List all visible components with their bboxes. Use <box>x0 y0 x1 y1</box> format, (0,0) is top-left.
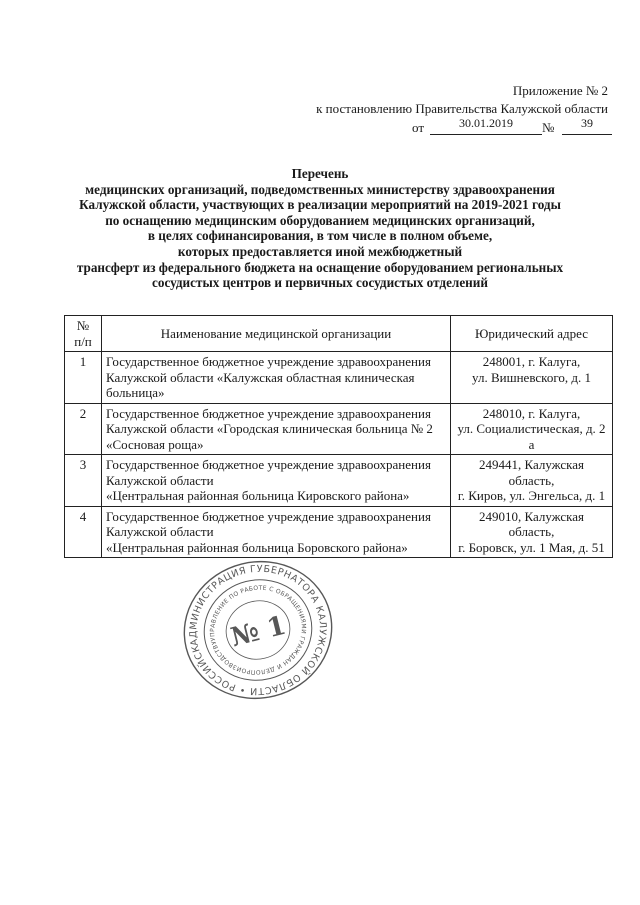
header-address: Юридический адрес <box>451 316 613 352</box>
row-address <box>451 403 613 455</box>
row-org-name <box>102 455 451 507</box>
appendix-line-2: к постановлению Правительства Калужской области <box>316 101 608 116</box>
row-address <box>451 506 613 558</box>
title-line: Калужской области, участвующих в реализации мероприятий на 2019-2021 годы <box>79 197 561 213</box>
row-address <box>451 455 613 507</box>
header-number-line-2: п/п <box>74 333 92 349</box>
row-number: 4 <box>65 506 102 558</box>
row-number: 1 <box>65 352 102 404</box>
title-line: трансферт из федерального бюджета на оснащение оборудованием региональных <box>76 259 564 275</box>
address-line: 249010, Калужская область, <box>478 508 585 539</box>
org-name-part: «Центральная районная больница Боровского района» <box>106 539 408 555</box>
seal-inner-text: УПРАВЛЕНИЕ ПО РАБОТЕ С ОБРАЩЕНИЯМИ ГРАЖДАН И ДЕЛОПРОИЗВОДСТВУ <box>209 584 307 676</box>
table-row <box>65 403 613 455</box>
seal-outer-text: АДМИНИСТРАЦИЯ ГУБЕРНАТОРА КАЛУЖСКОЙ ОБЛАСТИ • РОССИЙСКАЯ <box>188 563 328 697</box>
organizations-table <box>64 315 613 558</box>
title-heading: Перечень <box>291 166 349 181</box>
address-line: г. Боровск, ул. 1 Мая, д. 51 <box>458 539 605 555</box>
appendix-line-1: Приложение № 2 <box>512 83 608 98</box>
address-line: ул. Вишневского, д. 1 <box>472 369 591 385</box>
official-seal <box>168 560 348 700</box>
document-title <box>40 166 600 291</box>
header-name: Наименование медицинской организации <box>102 316 451 352</box>
row-address <box>451 352 613 404</box>
header-number <box>65 316 102 352</box>
table-row <box>65 352 613 404</box>
org-name-part: Государственное бюджетное учреждение здравоохранения Калужской области <box>106 508 431 539</box>
table-header-row <box>65 316 613 352</box>
resolution-date: 30.01.2019 <box>430 116 542 135</box>
row-org-name: Государственное бюджетное учреждение здравоохранения Калужской области «Калужская областная клиническая больница» <box>102 352 451 404</box>
row-number: 3 <box>65 455 102 507</box>
seal-center-number: № 1 <box>227 610 289 654</box>
address-line: ул. Социалистическая, д. 2 а <box>457 421 606 452</box>
header-number-line-1: № <box>76 318 90 333</box>
address-line: 248010, г. Калуга, <box>482 405 581 421</box>
title-line: сосудистых центров и первичных сосудистых отделений <box>152 275 488 291</box>
number-prefix: № <box>542 120 555 135</box>
table-row <box>65 506 613 558</box>
row-org-name <box>102 506 451 558</box>
address-line: 249441, Калужская область, <box>478 457 585 488</box>
seal-stamp-icon <box>168 560 348 700</box>
org-name-part: Государственное бюджетное учреждение здравоохранения Калужской области <box>106 457 431 488</box>
address-line: 248001, г. Калуга, <box>482 354 581 369</box>
org-name-part: «Центральная районная больница Кировского района» <box>106 488 410 503</box>
address-line: г. Киров, ул. Энгельса, д. 1 <box>457 488 606 503</box>
date-line <box>412 116 612 136</box>
title-line: которых предоставляется иной межбюджетный <box>177 243 463 259</box>
row-org-name: Государственное бюджетное учреждение здравоохранения Калужской области «Городская клиническая больница № 2 «Сосновая роща» <box>102 403 451 455</box>
title-line: по оснащению медицинским оборудованием медицинских организаций, <box>105 212 535 228</box>
resolution-number: 39 <box>562 116 612 135</box>
row-number: 2 <box>65 403 102 455</box>
title-line: в целях софинансирования, в том числе в полном объеме, <box>147 228 493 244</box>
title-line: медицинских организаций, подведомственных министерству здравоохранения <box>85 181 555 197</box>
appendix-header <box>316 82 608 118</box>
table-row <box>65 455 613 507</box>
date-prefix: от <box>412 120 425 135</box>
